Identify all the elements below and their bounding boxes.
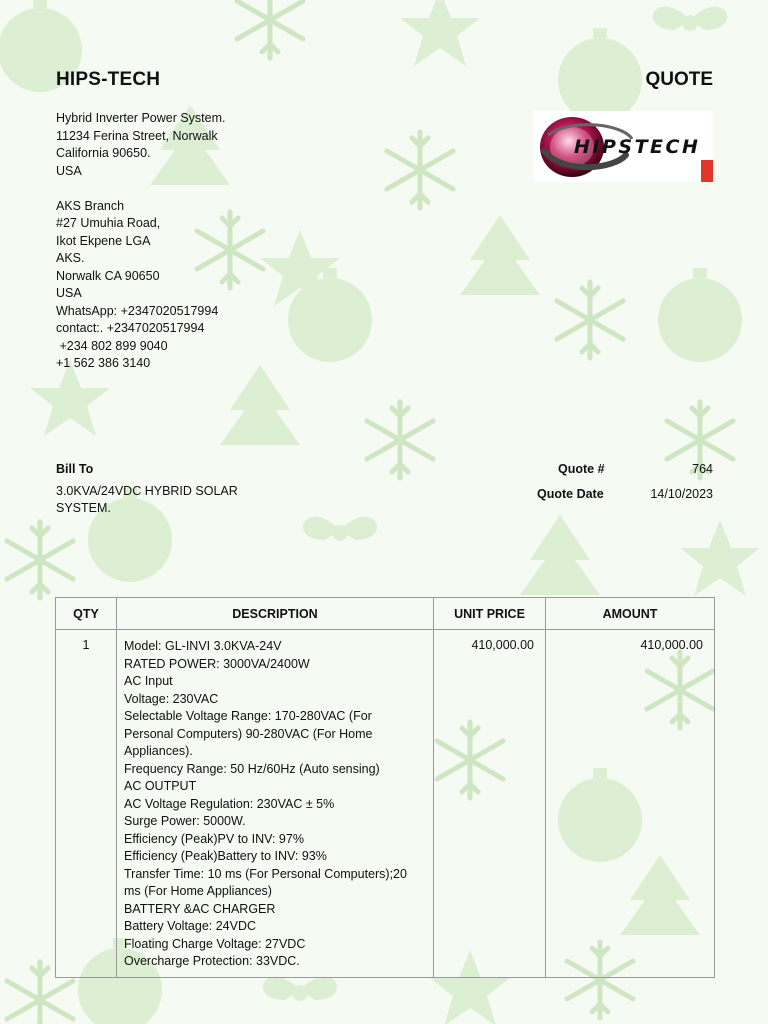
contact-line: contact:. +2347020517994: [56, 321, 205, 335]
quote-date-value: 14/10/2023: [650, 487, 713, 501]
address-line: California 90650.: [56, 146, 151, 160]
whatsapp-line: WhatsApp: +2347020517994: [56, 303, 219, 318]
description-line: Floating Charge Voltage: 27VDC: [124, 936, 306, 951]
quote-date-label: Quote Date: [537, 487, 604, 501]
description-line: Frequency Range: 50 Hz/60Hz (Auto sensing): [124, 761, 380, 776]
cell-description: [117, 630, 434, 978]
quote-number-label: Quote #: [558, 462, 605, 476]
spacer: [56, 180, 226, 198]
description-line: AC Input: [124, 674, 173, 688]
table-header-row: [56, 598, 715, 630]
branch-line: USA: [56, 286, 82, 300]
bill-to-label: Bill To: [56, 462, 94, 476]
description-line: Efficiency (Peak)Battery to INV: 93%: [124, 849, 327, 863]
column-header-unit-price: UNIT PRICE: [434, 598, 546, 630]
description-line: Personal Computers) 90-280VAC (For Home: [124, 726, 373, 741]
description-line: Transfer Time: 10 ms (For Personal Computers);20: [124, 866, 407, 881]
bill-to-value: 3.0KVA/24VDC HYBRID SOLAR SYSTEM.: [56, 484, 238, 515]
description-line: Overcharge Protection: 33VDC.: [124, 954, 300, 968]
company-name: HIPS-TECH: [56, 69, 161, 90]
address-line: Hybrid Inverter Power System.: [56, 111, 226, 125]
address-line: 11234 Ferina Street, Norwalk: [56, 128, 218, 143]
branch-line: #27 Umuhia Road,: [56, 216, 161, 230]
company-logo: [534, 111, 713, 182]
table-row: [56, 630, 715, 978]
description-line: Selectable Voltage Range: 170-280VAC (For: [124, 709, 372, 723]
branch-line: Norwalk CA 90650: [56, 268, 160, 283]
quote-number-value: 764: [692, 462, 713, 476]
column-header-description: DESCRIPTION: [117, 598, 434, 630]
description-line: Voltage: 230VAC: [124, 691, 219, 706]
column-header-amount: AMOUNT: [546, 598, 715, 630]
document-title: QUOTE: [645, 69, 713, 90]
phone-line: +1 562 386 3140: [56, 356, 151, 370]
logo-wordmark: HIPSTECH: [574, 136, 701, 158]
logo-accent: [701, 160, 713, 182]
cell-qty: 1: [56, 630, 117, 978]
branch-line: Ikot Ekpene LGA: [56, 233, 151, 248]
description-line: AC OUTPUT: [124, 779, 197, 793]
description-line: Efficiency (Peak)PV to INV: 97%: [124, 831, 304, 846]
company-address-block: [56, 110, 226, 373]
address-line: USA: [56, 163, 82, 178]
description-line: Model: GL-INVI 3.0KVA-24V: [124, 639, 282, 653]
description-line: ms (For Home Appliances): [124, 884, 272, 898]
phone-line: +234 802 899 9040: [56, 338, 168, 353]
description-line: Battery Voltage: 24VDC: [124, 919, 257, 933]
description-line: RATED POWER: 3000VA/2400W: [124, 656, 310, 671]
description-line: AC Voltage Regulation: 230VAC ± 5%: [124, 796, 335, 811]
description-line: Appliances).: [124, 744, 193, 758]
cell-amount: 410,000.00: [546, 630, 715, 978]
column-header-qty: QTY: [56, 598, 117, 630]
cell-unit-price: 410,000.00: [434, 630, 546, 978]
description-line: Surge Power: 5000W.: [124, 814, 246, 828]
branch-line: AKS.: [56, 251, 85, 265]
description-line: BATTERY &AC CHARGER: [124, 901, 276, 916]
line-items-table: [55, 597, 715, 978]
branch-line: AKS Branch: [56, 198, 125, 213]
